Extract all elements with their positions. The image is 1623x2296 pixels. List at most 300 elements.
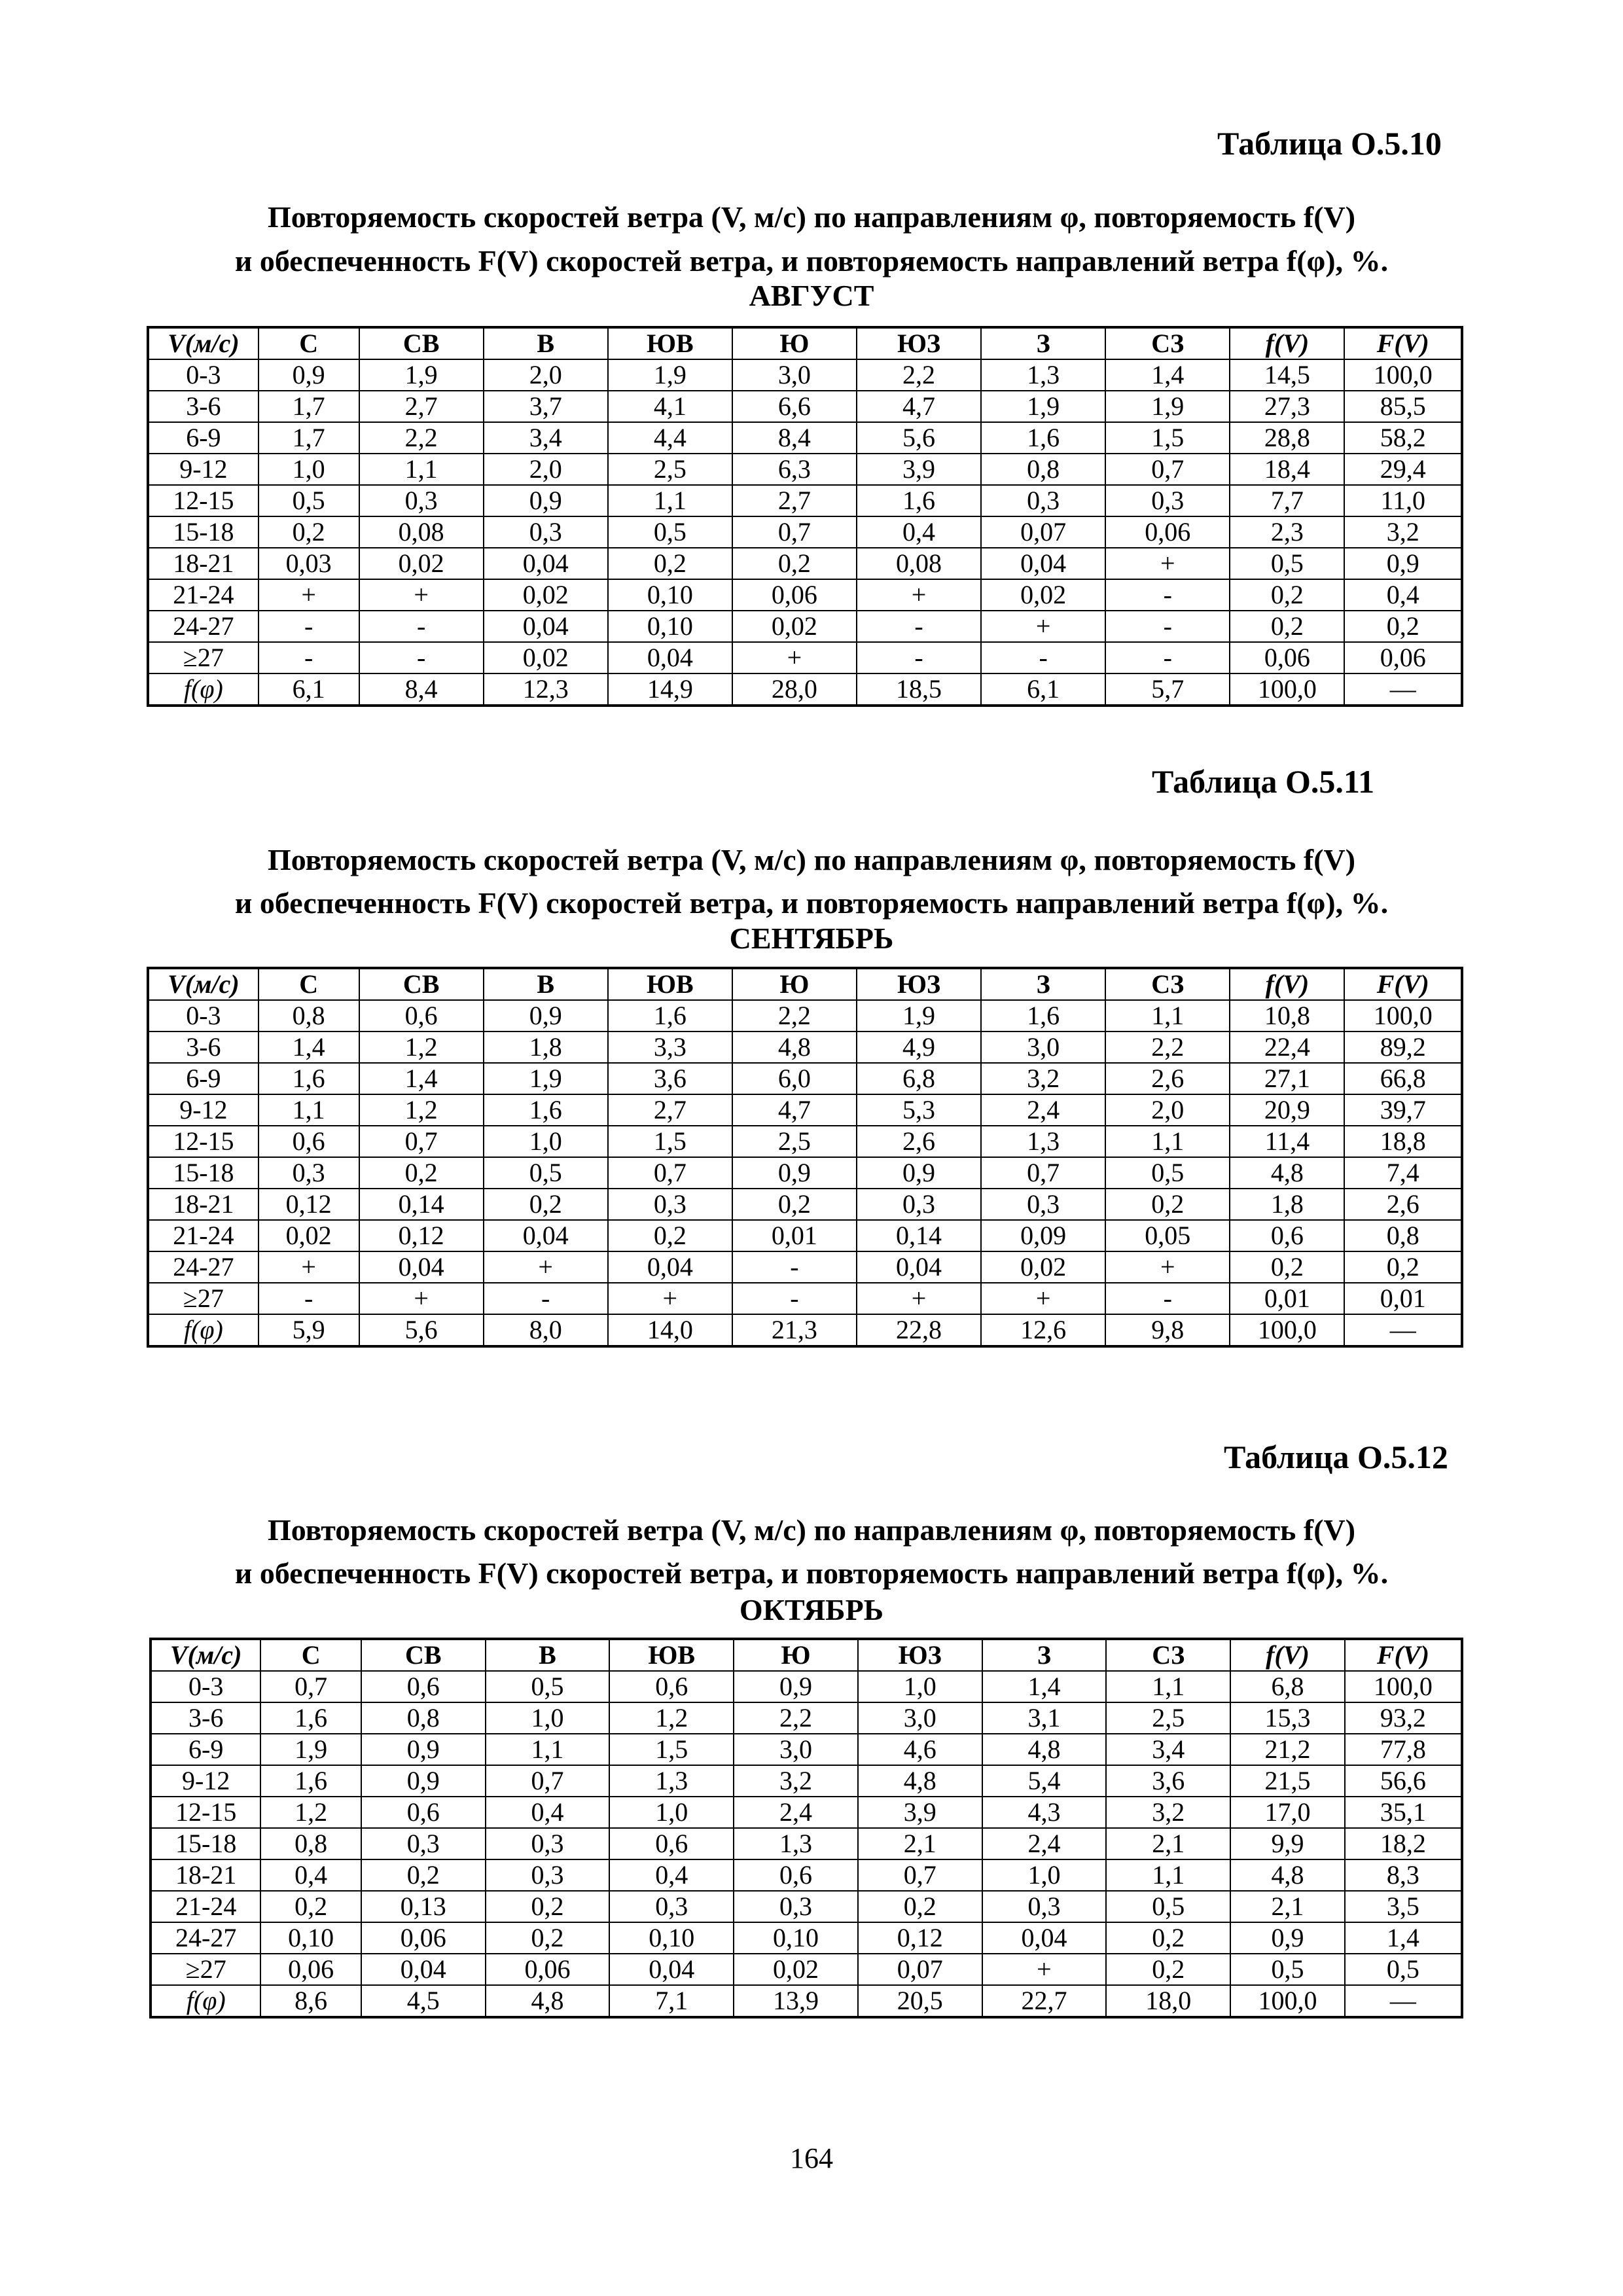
table-cell: 0,8 xyxy=(1344,1220,1462,1251)
table-cell: 0,2 xyxy=(1106,1954,1230,1985)
table-title-line1: Повторяемость скоростей ветра (V, м/с) по направлениям φ, повторяемость f(V) xyxy=(267,843,1356,876)
table-cell: 1,6 xyxy=(857,485,981,516)
table-cell: 0,08 xyxy=(857,548,981,579)
table-cell: 0,2 xyxy=(359,1157,484,1189)
table-cell: 1,1 xyxy=(608,485,732,516)
table-cell: 0,10 xyxy=(608,611,732,642)
table-cell: 0,12 xyxy=(858,1922,982,1954)
table-cell: 3,2 xyxy=(1106,1797,1230,1828)
column-header: Ю xyxy=(734,1639,858,1671)
table-cell: 1,7 xyxy=(259,391,359,422)
table-cell: 22,8 xyxy=(857,1314,981,1346)
table-cell: 1,4 xyxy=(359,1063,484,1094)
table-cell: 8,4 xyxy=(359,673,484,706)
row-label: 9-12 xyxy=(151,1765,260,1797)
table-cell: 3,0 xyxy=(858,1702,982,1734)
table-cell: 0,7 xyxy=(981,1157,1105,1189)
table-cell: 0,7 xyxy=(858,1859,982,1891)
table-cell: 1,0 xyxy=(486,1702,610,1734)
table-cell: 0,06 xyxy=(1105,516,1230,548)
row-label: 9-12 xyxy=(148,454,259,485)
table-cell: + xyxy=(857,1283,981,1314)
table-row xyxy=(151,1891,1462,1922)
table-month: ОКТЯБРЬ xyxy=(739,1593,884,1626)
table-cell: 0,01 xyxy=(732,1220,857,1251)
table-cell: - xyxy=(732,1283,857,1314)
table-cell: 27,3 xyxy=(1230,391,1344,422)
table-cell: 2,5 xyxy=(608,454,732,485)
table-number: Таблица О.5.10 xyxy=(1217,125,1442,162)
table-cell: 1,2 xyxy=(359,1031,484,1063)
table-cell: 3,2 xyxy=(981,1063,1105,1094)
table-cell: 0,13 xyxy=(361,1891,486,1922)
column-header: З xyxy=(981,327,1105,359)
table-cell: 0,7 xyxy=(260,1671,361,1702)
table-cell: 4,5 xyxy=(361,1985,486,2017)
table-cell: 0,6 xyxy=(361,1671,486,1702)
column-header: ЮВ xyxy=(608,327,732,359)
table-cell: 1,5 xyxy=(609,1734,734,1765)
table-cell: 27,1 xyxy=(1230,1063,1344,1094)
wind-table xyxy=(147,326,1463,707)
table-number: Таблица О.5.12 xyxy=(1224,1439,1448,1475)
table-cell: 0,2 xyxy=(858,1891,982,1922)
table-cell: + xyxy=(259,1251,359,1283)
table-cell: 4,8 xyxy=(1230,1859,1345,1891)
table-row xyxy=(151,1954,1462,1985)
table-cell: 0,2 xyxy=(608,1220,732,1251)
row-label: 15-18 xyxy=(148,516,259,548)
table-cell: + xyxy=(359,1283,484,1314)
table-row xyxy=(148,579,1462,611)
table-cell: 2,5 xyxy=(732,1126,857,1157)
table-cell: 10,8 xyxy=(1230,1000,1344,1031)
table-cell: 0,5 xyxy=(1230,548,1344,579)
table-cell: 1,2 xyxy=(260,1797,361,1828)
column-header: С xyxy=(259,327,359,359)
wind-table xyxy=(147,967,1463,1348)
table-cell: 0,7 xyxy=(732,516,857,548)
table-cell: - xyxy=(484,1283,608,1314)
table-row xyxy=(148,1283,1462,1314)
table-row xyxy=(148,1314,1462,1346)
row-label: 0-3 xyxy=(148,1000,259,1031)
table-cell: 20,9 xyxy=(1230,1094,1344,1126)
table-cell: 1,4 xyxy=(1105,359,1230,391)
table-cell: 8,0 xyxy=(484,1314,608,1346)
table-cell: 58,2 xyxy=(1344,422,1462,454)
table-cell: 13,9 xyxy=(734,1985,858,2017)
table-cell: 0,4 xyxy=(857,516,981,548)
table-cell: 0,4 xyxy=(486,1797,610,1828)
table-cell: 0,2 xyxy=(361,1859,486,1891)
row-label: 18-21 xyxy=(148,548,259,579)
table-row xyxy=(148,673,1462,706)
table-cell: 6,0 xyxy=(732,1063,857,1094)
table-cell: 4,8 xyxy=(858,1765,982,1797)
table-cell: 0,04 xyxy=(484,1220,608,1251)
table-cell: 1,5 xyxy=(1105,422,1230,454)
table-cell: 0,2 xyxy=(484,1189,608,1220)
table-cell: 2,2 xyxy=(734,1702,858,1734)
table-cell: - xyxy=(857,642,981,673)
table-cell: 3,0 xyxy=(981,1031,1105,1063)
table-cell: 7,7 xyxy=(1230,485,1344,516)
row-label: 21-24 xyxy=(148,1220,259,1251)
table-row xyxy=(151,1859,1462,1891)
table-cell: 22,4 xyxy=(1230,1031,1344,1063)
table-cell: - xyxy=(359,611,484,642)
table-cell: 2,4 xyxy=(982,1828,1107,1859)
table-cell: - xyxy=(1105,1283,1230,1314)
table-cell: 0,9 xyxy=(484,485,608,516)
row-label: f(φ) xyxy=(151,1985,260,2017)
table-cell: 3,6 xyxy=(608,1063,732,1094)
table-cell: 1,1 xyxy=(259,1094,359,1126)
column-header: СВ xyxy=(361,1639,486,1671)
table-cell: 0,6 xyxy=(734,1859,858,1891)
table-cell: 1,9 xyxy=(260,1734,361,1765)
page-number: 164 xyxy=(790,2142,833,2174)
row-label: ≥27 xyxy=(151,1954,260,1985)
table-row xyxy=(148,548,1462,579)
table-cell: 0,2 xyxy=(486,1891,610,1922)
table-row xyxy=(148,359,1462,391)
table-cell: 3,4 xyxy=(1106,1734,1230,1765)
table-cell: 9,8 xyxy=(1105,1314,1230,1346)
table-cell: - xyxy=(732,1251,857,1283)
table-cell: 0,02 xyxy=(359,548,484,579)
column-header: СВ xyxy=(359,968,484,1000)
table-cell: 5,9 xyxy=(259,1314,359,1346)
table-row xyxy=(148,454,1462,485)
table-cell: - xyxy=(259,642,359,673)
table-cell: 28,8 xyxy=(1230,422,1344,454)
table-cell: 2,4 xyxy=(734,1797,858,1828)
table-cell: 0,9 xyxy=(484,1000,608,1031)
column-header: В xyxy=(484,968,608,1000)
table-cell: 2,1 xyxy=(1106,1828,1230,1859)
table-cell: 0,3 xyxy=(609,1891,734,1922)
table-cell: 0,7 xyxy=(486,1765,610,1797)
table-cell: 0,5 xyxy=(259,485,359,516)
table-cell: 0,2 xyxy=(732,1189,857,1220)
column-header: f(V) xyxy=(1230,327,1344,359)
table-cell: 22,7 xyxy=(982,1985,1107,2017)
table-cell: 66,8 xyxy=(1344,1063,1462,1094)
table-cell: - xyxy=(259,1283,359,1314)
table-cell: 21,3 xyxy=(732,1314,857,1346)
table-cell: 0,3 xyxy=(259,1157,359,1189)
table-cell: 4,8 xyxy=(486,1985,610,2017)
table-cell: 0,02 xyxy=(734,1954,858,1985)
column-header: Ю xyxy=(732,327,857,359)
table-cell: 0,2 xyxy=(1230,579,1344,611)
table-cell: 0,2 xyxy=(1105,1189,1230,1220)
table-cell: 0,06 xyxy=(260,1954,361,1985)
table-cell: 0,04 xyxy=(484,611,608,642)
table-cell: 0,5 xyxy=(1345,1954,1462,1985)
table-cell: 0,6 xyxy=(609,1828,734,1859)
table-cell: 6,1 xyxy=(259,673,359,706)
table-cell: 100,0 xyxy=(1230,1985,1345,2017)
column-header: F(V) xyxy=(1344,968,1462,1000)
table-cell: - xyxy=(857,611,981,642)
table-cell: 0,6 xyxy=(361,1797,486,1828)
table-row xyxy=(151,1985,1462,2017)
table-row xyxy=(148,1063,1462,1094)
table-cell: 0,3 xyxy=(734,1891,858,1922)
table-cell: 0,2 xyxy=(1344,1251,1462,1283)
table-cell: 1,6 xyxy=(608,1000,732,1031)
table-cell: 0,9 xyxy=(361,1765,486,1797)
table-cell: 0,04 xyxy=(484,548,608,579)
table-cell: 0,06 xyxy=(1344,642,1462,673)
row-label: 15-18 xyxy=(151,1828,260,1859)
table-cell: 3,6 xyxy=(1106,1765,1230,1797)
table-row xyxy=(151,1734,1462,1765)
table-row xyxy=(148,1000,1462,1031)
table-cell: 0,06 xyxy=(486,1954,610,1985)
column-header: В xyxy=(486,1639,610,1671)
table-cell: 6,8 xyxy=(1230,1671,1345,1702)
table-cell: + xyxy=(981,1283,1105,1314)
table-cell: - xyxy=(981,642,1105,673)
table-cell: 0,2 xyxy=(260,1891,361,1922)
column-header: С xyxy=(259,968,359,1000)
table-cell: 56,6 xyxy=(1345,1765,1462,1797)
table-cell: 2,6 xyxy=(857,1126,981,1157)
column-header: ЮЗ xyxy=(857,968,981,1000)
table-cell: 2,1 xyxy=(858,1828,982,1859)
table-cell: 1,0 xyxy=(982,1859,1107,1891)
table-cell: 1,9 xyxy=(359,359,484,391)
table-row xyxy=(148,485,1462,516)
table-cell: 0,9 xyxy=(259,359,359,391)
table-cell: 18,8 xyxy=(1344,1126,1462,1157)
table-cell: 3,0 xyxy=(734,1734,858,1765)
table-cell: 0,3 xyxy=(982,1891,1107,1922)
column-header: F(V) xyxy=(1344,327,1462,359)
table-cell: 11,0 xyxy=(1344,485,1462,516)
table-cell: 0,9 xyxy=(857,1157,981,1189)
table-cell: 0,2 xyxy=(608,548,732,579)
table-cell: 7,4 xyxy=(1344,1157,1462,1189)
table-cell: 0,08 xyxy=(359,516,484,548)
row-label: 9-12 xyxy=(148,1094,259,1126)
table-cell: 14,5 xyxy=(1230,359,1344,391)
row-label: 24-27 xyxy=(151,1922,260,1954)
column-header: СЗ xyxy=(1106,1639,1230,1671)
table-row xyxy=(148,516,1462,548)
column-header: V(м/с) xyxy=(151,1639,260,1671)
table-cell: 0,04 xyxy=(608,642,732,673)
table-cell: 0,14 xyxy=(359,1189,484,1220)
table-cell: 0,4 xyxy=(609,1859,734,1891)
table-cell: 1,6 xyxy=(981,422,1105,454)
table-cell: 5,3 xyxy=(857,1094,981,1126)
table-cell: 0,8 xyxy=(259,1000,359,1031)
row-label: 6-9 xyxy=(151,1734,260,1765)
table-cell: 1,3 xyxy=(734,1828,858,1859)
table-cell: 0,3 xyxy=(361,1828,486,1859)
table-cell: 0,09 xyxy=(981,1220,1105,1251)
column-header: ЮВ xyxy=(609,1639,734,1671)
table-cell: 0,2 xyxy=(1230,1251,1344,1283)
table-cell: 3,1 xyxy=(982,1702,1107,1734)
table-cell: 39,7 xyxy=(1344,1094,1462,1126)
table-header-row xyxy=(148,968,1462,1000)
row-label: 0-3 xyxy=(148,359,259,391)
table-cell: 0,10 xyxy=(609,1922,734,1954)
table-cell: 0,02 xyxy=(981,579,1105,611)
table-cell: 0,04 xyxy=(857,1251,981,1283)
table-header-row xyxy=(148,327,1462,359)
table-cell: 0,7 xyxy=(359,1126,484,1157)
table-cell: 0,03 xyxy=(259,548,359,579)
table-cell: 0,04 xyxy=(982,1922,1107,1954)
table-cell: 6,3 xyxy=(732,454,857,485)
table-cell: 0,5 xyxy=(486,1671,610,1702)
table-cell: 1,0 xyxy=(259,454,359,485)
row-label: 18-21 xyxy=(151,1859,260,1891)
row-label: 3-6 xyxy=(148,391,259,422)
table-row xyxy=(148,1157,1462,1189)
table-cell: 8,3 xyxy=(1345,1859,1462,1891)
table-row xyxy=(148,642,1462,673)
table-cell: 0,06 xyxy=(732,579,857,611)
table-cell: 18,4 xyxy=(1230,454,1344,485)
table-cell: 77,8 xyxy=(1345,1734,1462,1765)
table-title-line2: и обеспеченность F(V) скоростей ветра, и повторяемость направлений ветра f(φ), %. xyxy=(234,244,1389,278)
column-header: V(м/с) xyxy=(148,968,259,1000)
table-cell: 1,1 xyxy=(1106,1671,1230,1702)
table-cell: 1,1 xyxy=(1106,1859,1230,1891)
table-cell: + xyxy=(982,1954,1107,1985)
row-label: ≥27 xyxy=(148,1283,259,1314)
column-header: f(V) xyxy=(1230,968,1344,1000)
row-label: 0-3 xyxy=(151,1671,260,1702)
table-cell: 100,0 xyxy=(1230,1314,1344,1346)
table-cell: 4,7 xyxy=(857,391,981,422)
row-label: 12-15 xyxy=(148,1126,259,1157)
table-cell: 0,7 xyxy=(1105,454,1230,485)
table-cell: 4,8 xyxy=(982,1734,1107,1765)
table-cell: 9,9 xyxy=(1230,1828,1345,1859)
table-cell: 0,12 xyxy=(259,1189,359,1220)
table-cell: 2,2 xyxy=(857,359,981,391)
table-cell: 0,02 xyxy=(484,642,608,673)
table-cell: 0,4 xyxy=(260,1859,361,1891)
table-cell: 0,6 xyxy=(609,1671,734,1702)
table-cell: 1,2 xyxy=(609,1702,734,1734)
table-cell: 2,4 xyxy=(981,1094,1105,1126)
row-label: 3-6 xyxy=(151,1702,260,1734)
table-row xyxy=(148,391,1462,422)
table-cell: 2,0 xyxy=(484,359,608,391)
table-cell: 3,0 xyxy=(732,359,857,391)
table-cell: 100,0 xyxy=(1230,673,1344,706)
table-cell: 29,4 xyxy=(1344,454,1462,485)
table-cell: 0,04 xyxy=(608,1251,732,1283)
table-header-row xyxy=(151,1639,1462,1671)
table-cell: 4,8 xyxy=(732,1031,857,1063)
table-cell: 11,4 xyxy=(1230,1126,1344,1157)
table-cell: 0,2 xyxy=(732,548,857,579)
table-cell: 3,2 xyxy=(1344,516,1462,548)
table-cell: 1,5 xyxy=(608,1126,732,1157)
table-cell: 3,9 xyxy=(857,454,981,485)
table-cell: 0,8 xyxy=(981,454,1105,485)
table-cell: 2,6 xyxy=(1105,1063,1230,1094)
table-cell: - xyxy=(1105,642,1230,673)
table-row xyxy=(151,1702,1462,1734)
table-cell: — xyxy=(1345,1985,1462,2017)
table-title-line2: и обеспеченность F(V) скоростей ветра, и повторяемость направлений ветра f(φ), %. xyxy=(234,1556,1389,1590)
table-cell: 21,2 xyxy=(1230,1734,1345,1765)
row-label: 6-9 xyxy=(148,422,259,454)
table-row xyxy=(148,1189,1462,1220)
table-cell: + xyxy=(1105,548,1230,579)
table-cell: + xyxy=(857,579,981,611)
table-row xyxy=(148,1094,1462,1126)
table-cell: - xyxy=(1105,611,1230,642)
column-header: F(V) xyxy=(1345,1639,1462,1671)
table-cell: 5,4 xyxy=(982,1765,1107,1797)
table-cell: 1,6 xyxy=(981,1000,1105,1031)
table-row xyxy=(148,422,1462,454)
column-header: СЗ xyxy=(1105,327,1230,359)
table-cell: 1,2 xyxy=(359,1094,484,1126)
table-cell: 0,5 xyxy=(1105,1157,1230,1189)
table-cell: - xyxy=(359,642,484,673)
table-cell: 35,1 xyxy=(1345,1797,1462,1828)
table-cell: 1,0 xyxy=(858,1671,982,1702)
table-cell: 0,12 xyxy=(359,1220,484,1251)
table-cell: 6,6 xyxy=(732,391,857,422)
column-header: ЮЗ xyxy=(858,1639,982,1671)
table-cell: 1,8 xyxy=(1230,1189,1344,1220)
table-cell: 0,6 xyxy=(359,1000,484,1031)
table-cell: 2,0 xyxy=(1105,1094,1230,1126)
table-cell: 2,5 xyxy=(1106,1702,1230,1734)
table-cell: 0,02 xyxy=(732,611,857,642)
table-row xyxy=(151,1765,1462,1797)
table-cell: 4,4 xyxy=(608,422,732,454)
row-label: 15-18 xyxy=(148,1157,259,1189)
table-cell: 4,3 xyxy=(982,1797,1107,1828)
table-cell: 85,5 xyxy=(1344,391,1462,422)
table-cell: 3,2 xyxy=(734,1765,858,1797)
table-row xyxy=(148,1220,1462,1251)
table-title-line1: Повторяемость скоростей ветра (V, м/с) по направлениям φ, повторяемость f(V) xyxy=(267,1513,1356,1547)
table-cell: 0,04 xyxy=(981,548,1105,579)
table-cell: — xyxy=(1344,673,1462,706)
table-cell: 6,1 xyxy=(981,673,1105,706)
table-cell: 2,0 xyxy=(484,454,608,485)
column-header: ЮЗ xyxy=(857,327,981,359)
table-cell: 0,2 xyxy=(1344,611,1462,642)
table-cell: 0,3 xyxy=(359,485,484,516)
table-cell: 1,4 xyxy=(1345,1922,1462,1954)
table-cell: 20,5 xyxy=(858,1985,982,2017)
table-cell: 2,7 xyxy=(608,1094,732,1126)
table-cell: 3,5 xyxy=(1345,1891,1462,1922)
table-cell: 0,3 xyxy=(608,1189,732,1220)
table-cell: 2,2 xyxy=(732,1000,857,1031)
table-title-line1: Повторяемость скоростей ветра (V, м/с) по направлениям φ, повторяемость f(V) xyxy=(267,200,1356,234)
table-cell: 2,3 xyxy=(1230,516,1344,548)
